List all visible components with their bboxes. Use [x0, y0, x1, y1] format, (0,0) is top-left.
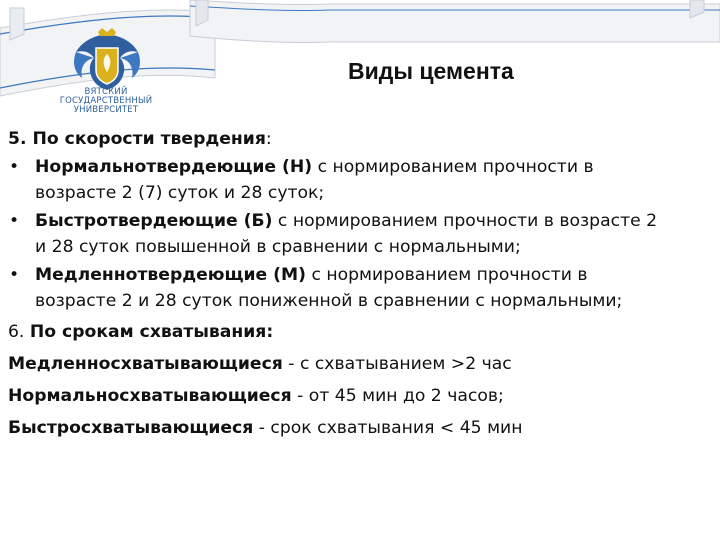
setting-item	[8, 351, 714, 377]
section-5-heading	[8, 126, 714, 152]
slide-body	[8, 126, 714, 441]
bullet-term: Быстротвердеющие (Б)	[35, 211, 273, 231]
bullet-item	[8, 262, 714, 314]
section-6-heading	[8, 319, 714, 345]
bullet-text-line	[35, 262, 714, 288]
setting-description: - срок схватывания < 45 мин	[253, 418, 523, 438]
logo-caption-line: ГОСУДАРСТВЕННЫЙ	[59, 96, 153, 106]
setting-term: Медленносхватывающиеся	[8, 354, 283, 374]
bullet-continuation: возрасте 2 (7) суток и 28 суток;	[35, 183, 325, 203]
bullet-continuation: и 28 суток повышенной в сравнении с нормальными;	[35, 237, 521, 257]
bullet-marker: •	[9, 265, 20, 285]
bullet-continuation: возрасте 2 и 28 суток пониженной в сравнении с нормальными;	[35, 291, 623, 311]
logo-caption-line: УНИВЕРСИТЕТ	[73, 105, 139, 115]
section-5-heading-text: 5. По скорости твердения	[8, 129, 266, 149]
bullet-description: с нормированием прочности в возрасте 2	[272, 211, 658, 231]
bullet-item	[8, 208, 714, 260]
bullet-item	[8, 154, 714, 206]
setting-term: Быстросхватывающиеся	[8, 418, 254, 438]
bullet-text-line	[35, 208, 714, 234]
section-6-heading-text: По срокам схватывания:	[29, 322, 274, 342]
setting-item	[8, 383, 714, 409]
section-5-heading-colon: :	[265, 129, 272, 149]
setting-description: - с схватыванием >2 час	[282, 354, 512, 374]
bullet-term: Медленнотвердеющие (М)	[35, 265, 306, 285]
section-6-number: 6.	[8, 322, 30, 342]
bullet-marker: •	[9, 157, 20, 177]
logo-caption-line: ВЯТСКИЙ	[84, 87, 128, 97]
setting-item	[8, 415, 714, 441]
bullet-text-line	[35, 154, 714, 180]
bullet-description: с нормированием прочности в	[312, 157, 594, 177]
slide-title: Виды цемента	[348, 58, 514, 84]
bullet-description: с нормированием прочности в	[306, 265, 588, 285]
logo-caption	[58, 88, 154, 115]
setting-description: - от 45 мин до 2 часов;	[291, 386, 504, 406]
bullet-term: Нормальнотвердеющие (Н)	[35, 157, 313, 177]
setting-term: Нормальносхватывающиеся	[8, 386, 292, 406]
bullet-marker: •	[9, 211, 20, 231]
